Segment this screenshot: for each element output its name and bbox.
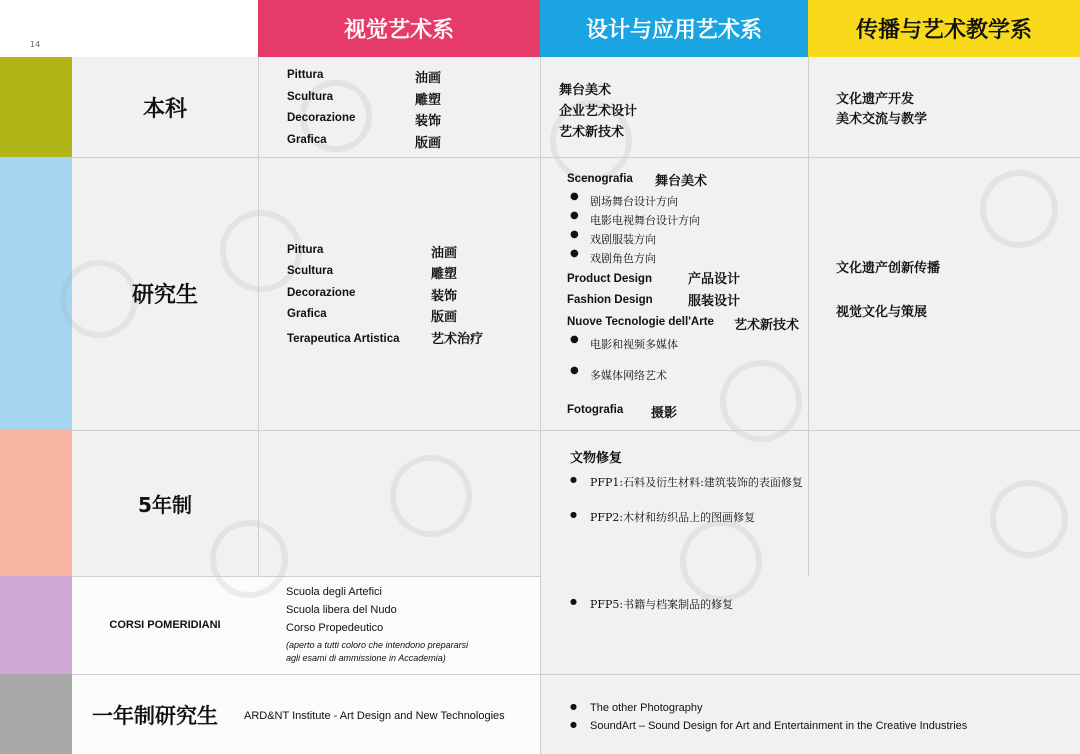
grid-line bbox=[540, 57, 541, 754]
course-zh: 装饰 bbox=[415, 114, 442, 129]
bullet-icon: ● bbox=[570, 720, 577, 729]
header-communication-teaching: 传播与艺术教学系 bbox=[808, 0, 1080, 57]
course-it: Fotografia bbox=[567, 404, 624, 416]
course-it: Terapeutica Artistica bbox=[287, 333, 400, 345]
course-zh: 服装设计 bbox=[688, 294, 741, 309]
course-it: Scultura bbox=[287, 91, 334, 103]
course-it: Pittura bbox=[287, 69, 324, 81]
course-detail: SoundArt – Sound Design for Art and Entertainment in the Creative Industries bbox=[590, 720, 968, 732]
bullet-icon: ● bbox=[570, 597, 577, 606]
course-zh: 艺术新技术 bbox=[559, 125, 625, 140]
bullet-icon: ● bbox=[570, 475, 577, 484]
band-corsi bbox=[0, 576, 72, 674]
watermark-seal bbox=[680, 520, 762, 602]
course-zh: 文化遗产开发 bbox=[836, 92, 915, 107]
corsi-line: Scuola degli Artefici bbox=[286, 586, 382, 598]
corsi-note: (aperto a tutti coloro che intendono prepararsi bbox=[286, 640, 469, 650]
bullet-icon: ● bbox=[570, 334, 579, 345]
course-it: Nuove Tecnologie dell'Arte bbox=[567, 316, 714, 328]
restoration-title: 文物修复 bbox=[570, 451, 623, 466]
bullet-icon: ● bbox=[570, 365, 579, 376]
corsi-note: agli esami di ammissione in Accademia) bbox=[286, 653, 446, 663]
course-zh: 艺术新技术 bbox=[734, 318, 800, 333]
course-it: Scultura bbox=[287, 265, 334, 277]
course-zh: 文化遗产创新传播 bbox=[836, 261, 941, 276]
header-visual-arts: 视觉艺术系 bbox=[258, 0, 540, 57]
course-zh: 企业艺术设计 bbox=[559, 104, 638, 119]
band-one-year bbox=[0, 674, 72, 754]
header-design-applied-arts: 设计与应用艺术系 bbox=[540, 0, 808, 57]
course-it: Decorazione bbox=[287, 112, 356, 124]
course-it: Decorazione bbox=[287, 287, 356, 299]
course-detail: 剧场舞台设计方向 bbox=[590, 195, 678, 208]
course-it: Grafica bbox=[287, 308, 327, 320]
course-it: Fashion Design bbox=[567, 294, 653, 306]
course-zh: 美术交流与教学 bbox=[836, 112, 928, 127]
bullet-icon: ● bbox=[570, 191, 579, 202]
grid-line bbox=[808, 57, 809, 576]
watermark-seal bbox=[980, 170, 1058, 248]
bullet-icon: ● bbox=[570, 210, 579, 221]
row-label-one-year: 一年制研究生 bbox=[92, 704, 218, 728]
course-it: Pittura bbox=[287, 244, 324, 256]
course-zh: 摄影 bbox=[651, 406, 678, 421]
corsi-line: Corso Propedeutico bbox=[286, 622, 384, 634]
course-detail: The other Photography bbox=[590, 702, 703, 714]
course-detail: PFP5:书籍与档案制品的修复 bbox=[590, 598, 734, 611]
course-zh: 产品设计 bbox=[688, 272, 741, 287]
course-zh: 油画 bbox=[431, 246, 458, 261]
course-zh: 油画 bbox=[415, 71, 442, 86]
band-five-year bbox=[0, 430, 72, 576]
course-zh: 雕塑 bbox=[415, 93, 442, 108]
watermark-seal bbox=[390, 455, 472, 537]
bullet-icon: ● bbox=[570, 248, 579, 259]
course-it: Product Design bbox=[567, 273, 652, 285]
row-label-five-year: 5年制 bbox=[138, 492, 192, 517]
course-detail: 戏剧角色方向 bbox=[590, 252, 656, 265]
grid-line bbox=[72, 674, 1080, 675]
course-zh: 版画 bbox=[415, 136, 442, 151]
course-detail: 多媒体网络艺术 bbox=[590, 369, 667, 382]
course-zh: 舞台美术 bbox=[655, 174, 708, 189]
bullet-icon: ● bbox=[570, 702, 577, 711]
institute-label: ARD&NT Institute - Art Design and New Technologies bbox=[244, 710, 505, 722]
course-detail: 戏剧服装方向 bbox=[590, 233, 656, 246]
course-zh: 舞台美术 bbox=[559, 83, 612, 98]
course-detail: PFP1:石料及衍生材料:建筑装饰的表面修复 bbox=[590, 476, 803, 489]
row-label-master: 研究生 bbox=[131, 283, 198, 308]
course-it: Grafica bbox=[287, 134, 327, 146]
corsi-line: Scuola libera del Nudo bbox=[286, 604, 397, 616]
page-number: 14 bbox=[30, 40, 41, 49]
grid-line bbox=[258, 57, 259, 576]
bullet-icon: ● bbox=[570, 229, 579, 240]
course-it: Scenografia bbox=[567, 173, 633, 185]
bullet-icon: ● bbox=[570, 510, 577, 519]
row-label-corsi: CORSI POMERIDIANI bbox=[109, 619, 221, 631]
course-zh: 版画 bbox=[431, 310, 458, 325]
course-zh: 艺术治疗 bbox=[431, 332, 484, 347]
course-detail: PFP2:木材和纺织品上的图画修复 bbox=[590, 511, 756, 524]
band-undergrad bbox=[0, 57, 72, 157]
watermark-seal bbox=[990, 480, 1068, 558]
course-detail: 电影和视频多媒体 bbox=[590, 338, 678, 351]
row-label-undergrad: 本科 bbox=[142, 96, 187, 122]
course-zh: 装饰 bbox=[431, 289, 458, 304]
course-zh: 雕塑 bbox=[431, 267, 458, 282]
course-detail: 电影电视舞台设计方向 bbox=[590, 214, 700, 227]
course-zh: 视觉文化与策展 bbox=[836, 305, 928, 320]
